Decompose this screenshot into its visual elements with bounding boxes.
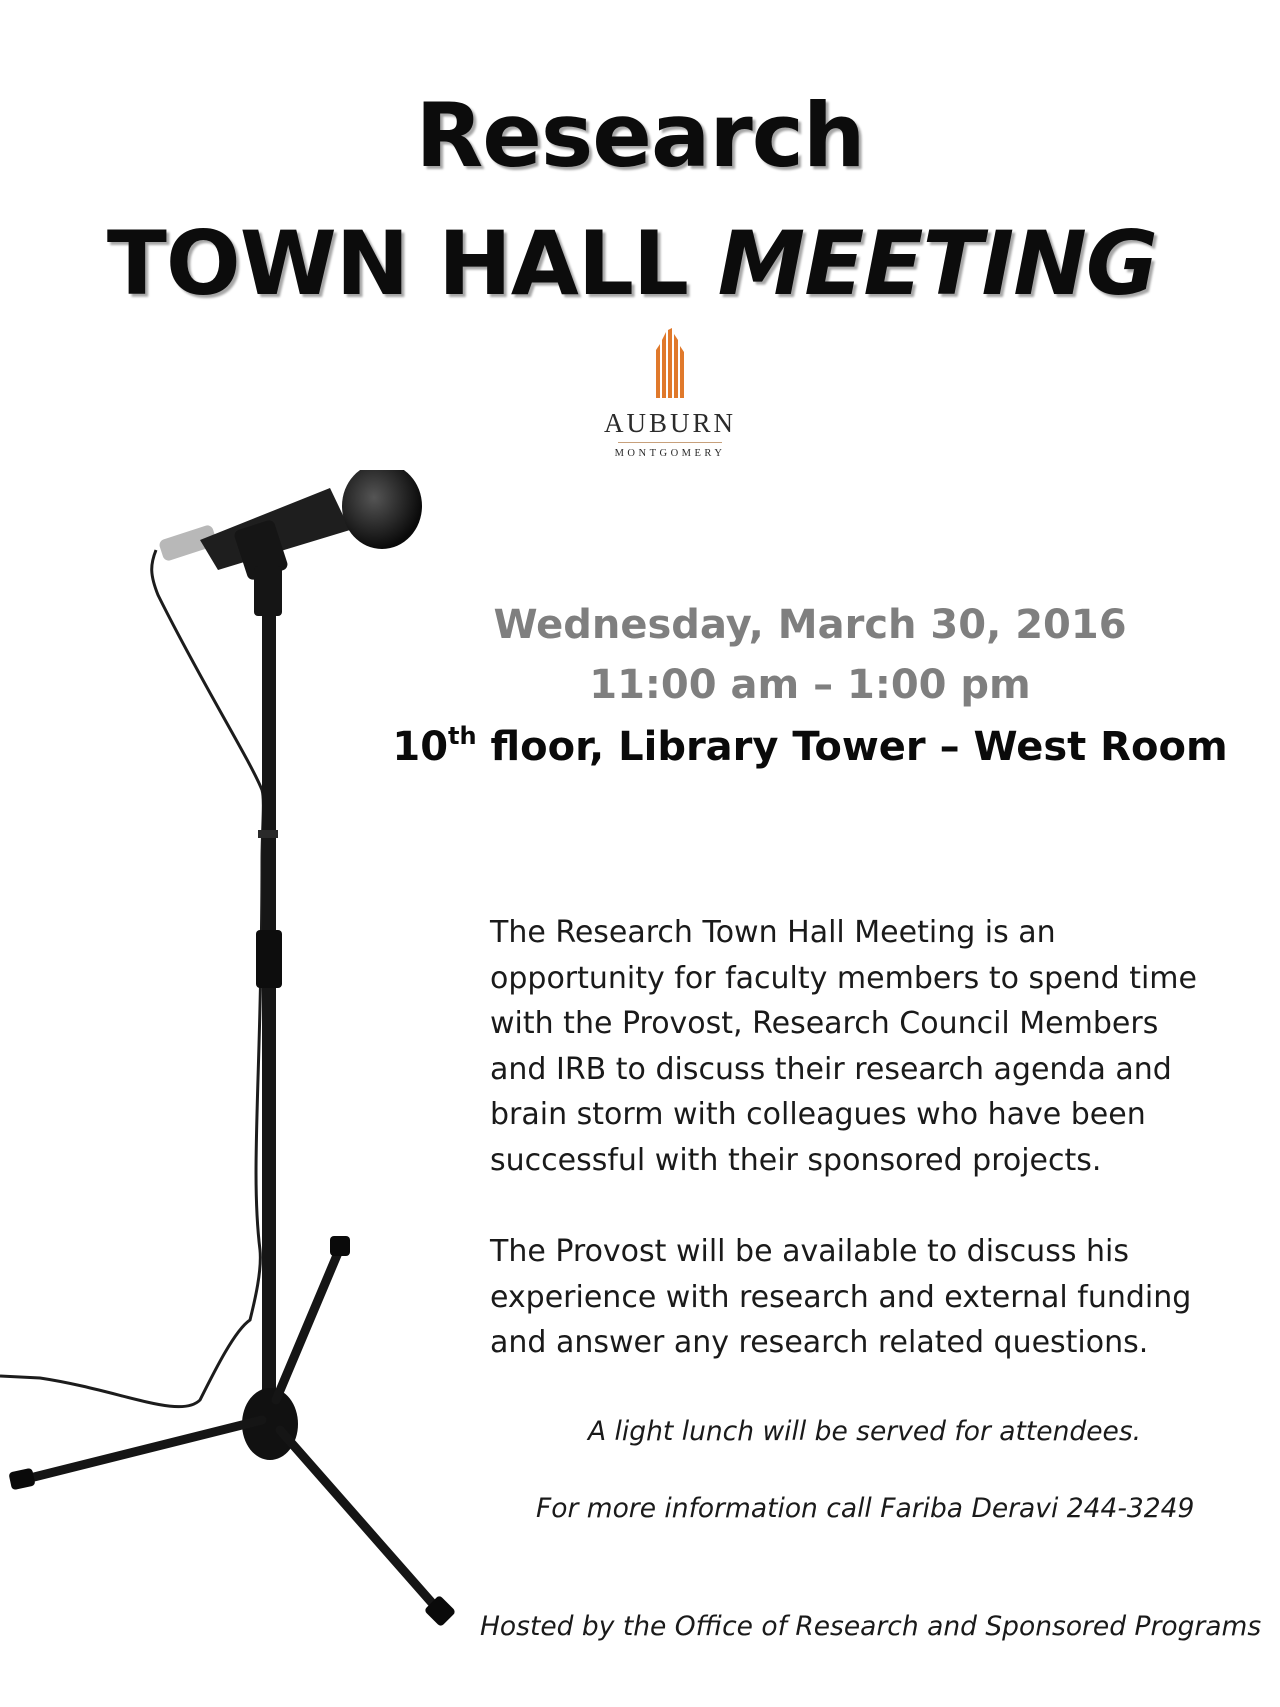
lunch-note: A light lunch will be served for attendees. <box>588 1416 1142 1447</box>
event-date: Wednesday, March 30, 2016 <box>493 602 1127 648</box>
event-time: 11:00 am – 1:00 pm <box>589 662 1031 708</box>
paragraph-line: successful with their sponsored projects. <box>490 1142 1102 1178</box>
paragraph-line: brain storm with colleagues who have been <box>490 1097 1146 1132</box>
location-place: floor, Library Tower – West Room <box>476 724 1228 770</box>
paragraph-line: The Provost will be available to discuss his <box>490 1234 1129 1269</box>
paragraph-line: The Research Town Hall Meeting is an <box>490 915 1056 950</box>
logo-divider <box>618 442 722 443</box>
paragraph-line: and IRB to discuss their research agenda and <box>490 1051 1172 1087</box>
location-floor-suffix: th <box>448 722 477 750</box>
paragraph-line: opportunity for faculty members to spend time <box>490 960 1197 996</box>
paragraph-line: experience with research and external funding <box>490 1279 1192 1315</box>
description-paragraph-1 <box>490 910 1230 1183</box>
paragraph-line: with the Provost, Research Council Members <box>490 1006 1159 1041</box>
contact-info: For more information call Fariba Deravi 244-3249 <box>536 1493 1195 1524</box>
title-research: Research <box>415 84 865 187</box>
title-meeting: MEETING <box>717 212 1158 315</box>
description-paragraph-2 <box>490 1229 1230 1366</box>
event-location <box>380 722 1240 770</box>
title-town-hall: TOWN HALL <box>106 212 688 315</box>
tower-icon <box>590 328 750 408</box>
host-credit: Hosted by the Office of Research and Sponsored Programs <box>480 1611 1262 1642</box>
location-floor-number: 10 <box>392 724 449 770</box>
logo-subtitle: MONTGOMERY <box>614 448 726 459</box>
paragraph-line: and answer any research related questions. <box>490 1325 1149 1360</box>
auburn-montgomery-logo <box>590 328 750 464</box>
title-town-hall-meeting <box>0 212 1272 315</box>
logo-wordmark: AUBURN <box>603 408 736 438</box>
